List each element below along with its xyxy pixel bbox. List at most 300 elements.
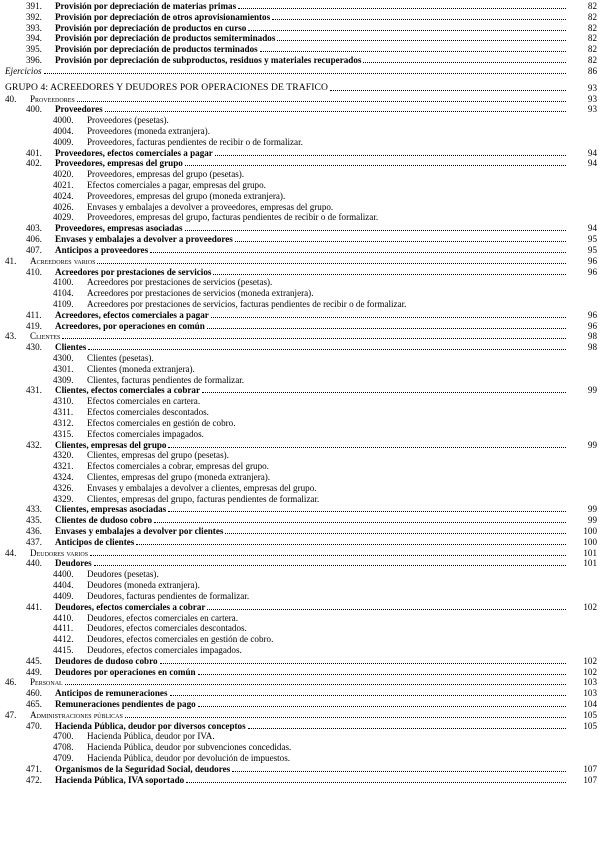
entry-title: Deudores [55,558,92,569]
entry-number: 4409. [53,590,74,601]
entry-number: 471. [26,763,42,774]
entry-number: 4029. [53,212,74,223]
entry-number: 4324. [53,471,74,482]
page-number: 98 [587,342,597,353]
entry-title-wrap [87,375,244,386]
toc-entry [0,483,600,494]
entry-number: 403. [26,223,42,234]
entry-number: 445. [26,655,42,666]
entry-number: 395. [26,44,42,55]
dot-leader [235,234,566,242]
entry-number: 4311. [53,407,74,418]
entry-title: Envases y embalajes a devolver a clientes, empresas del grupo. [87,482,317,493]
dot-leader [213,267,566,275]
entry-title-wrap [55,104,567,115]
entry-title-wrap [87,742,291,753]
dot-leader [77,94,566,102]
entry-number: 4326. [53,482,74,493]
dot-leader [150,245,566,253]
entry-title-wrap [87,169,244,180]
page-number: 99 [587,504,597,515]
entry-title: Proveedores, empresas del grupo, facturas pendientes de recibir o de formalizar. [87,212,379,223]
dot-leader [277,33,566,41]
entry-title: Acreedores por prestaciones de servicios (pesetas). [87,277,273,288]
toc-entry [0,353,600,364]
entry-title-wrap [30,677,567,688]
entry-title-wrap [55,234,567,245]
entry-title: Clientes, empresas del grupo (moneda extranjera). [87,471,271,482]
toc-entry [0,677,600,688]
toc-entry [0,580,600,591]
entry-number: 393. [26,22,42,33]
toc-entry [0,558,600,569]
entry-title-wrap [55,342,567,353]
toc-entry [0,548,600,559]
entry-title: Hacienda Pública, deudor por subvenciones concedidas. [87,742,292,753]
entry-title-wrap [55,699,567,710]
toc-entry [0,504,600,515]
entry-title: Administraciones públicas [30,709,123,720]
entry-number: 40. [5,93,17,104]
entry-number: 4329. [53,493,74,504]
entry-title-wrap [87,461,269,472]
entry-title-wrap [55,12,567,23]
dot-leader [154,515,566,523]
dot-leader [260,44,566,52]
page-number: 96 [587,320,597,331]
entry-title-wrap [87,364,195,375]
toc-entry [0,83,600,94]
entry-title-wrap [87,569,159,580]
dot-leader [185,158,566,166]
entry-title: Hacienda Pública, deudor por IVA. [87,731,215,742]
entry-title: Clientes, empresas del grupo [55,439,167,450]
entry-title: Proveedores [30,93,75,104]
entry-title-wrap [87,353,154,364]
page-number: 99 [587,439,597,450]
page-number: 102 [583,601,597,612]
entry-number: 436. [26,526,42,536]
toc-entry [0,256,600,267]
entry-title: Efectos comerciales en cartera. [87,396,201,407]
page-number: 95 [587,244,597,255]
page-number: 105 [583,709,597,720]
entry-title-wrap [87,191,285,202]
entry-number: 432. [26,439,42,450]
entry-title-wrap [87,591,249,602]
toc-entry [0,418,600,429]
dot-leader [202,385,566,393]
entry-number: 433. [26,504,42,515]
entry-title-wrap [30,331,567,342]
page-number: 82 [587,11,597,22]
entry-title: Proveedores, empresas del grupo (moneda extranjera). [87,190,286,201]
entry-number: 430. [26,342,42,353]
entry-title: Acreedores por prestaciones de servicios (moneda extranjera). [87,288,314,299]
toc-entry [0,202,600,213]
entry-title: Acreedores varios [30,255,96,266]
entry-number: 437. [26,536,42,547]
entry-title: Provisión por depreciación de subproductos, residuos y materiales recuperados [55,55,362,66]
entry-title: Clientes (moneda extranjera). [87,363,195,374]
entry-title: Hacienda Pública, deudor por devolución de impuestos. [87,753,291,764]
entry-title-wrap [5,83,567,94]
entry-title: Acreedores, por operaciones en común [55,320,205,331]
entry-title-wrap [55,764,567,775]
entry-title-wrap [87,450,229,461]
toc-entry [0,569,600,580]
entry-title: Remuneraciones pendientes de pago [55,699,196,709]
entry-title: Anticipos de remuneraciones [55,688,168,699]
toc-entry [0,656,600,667]
entry-number: 4312. [53,417,74,428]
entry-number: 449. [26,666,42,677]
entry-number: 4309. [53,374,74,385]
page-number: 93 [587,82,597,93]
entry-number: 391. [26,1,42,11]
dot-leader [186,775,566,783]
toc-entry [0,66,600,77]
toc-entry [0,764,600,775]
entry-title: Deudores (pesetas). [87,569,159,580]
dot-leader [225,526,566,534]
entry-title: Efectos comerciales impagados. [87,428,204,439]
entry-title: Deudores, facturas pendientes de formalizar. [87,590,250,601]
page-number: 86 [587,65,597,76]
dot-leader [211,310,566,318]
entry-title-wrap [87,580,200,591]
entry-title: Deudores, efectos comerciales impagados. [87,644,242,655]
entry-title-wrap [87,418,235,429]
toc-entry [0,591,600,602]
entry-title: Proveedores, facturas pendientes de recibir o de formalizar. [87,136,303,147]
entry-title: Efectos comerciales a pagar, empresas del grupo. [87,180,266,190]
toc-entry [0,245,600,256]
toc-entry [0,742,600,753]
entry-number: 4400. [53,569,74,580]
dot-leader [248,23,566,31]
toc-entry [0,450,600,461]
page-number: 82 [587,22,597,33]
dot-leader [65,677,566,685]
toc-entry [0,623,600,634]
entry-title: Efectos comerciales descontados. [87,407,209,418]
page-number: 104 [583,699,597,709]
entry-title: Clientes, empresas asociadas [55,504,167,515]
entry-title-wrap [55,310,567,321]
entry-title-wrap [87,407,209,418]
dot-leader [248,721,566,729]
entry-title-wrap [87,483,317,494]
toc-entry [0,23,600,34]
entry-title: Deudores, efectos comerciales en cartera. [87,612,238,623]
entry-title-wrap [87,731,215,742]
entry-title: Deudores, efectos comerciales a cobrar [55,601,206,612]
entry-number: 465. [26,699,42,709]
entry-title: Clientes, empresas del grupo (pesetas). [87,450,229,461]
dot-leader [198,667,566,675]
entry-title: Hacienda Pública, IVA soportado [55,774,185,785]
entry-number: 402. [26,158,42,169]
toc-entry [0,158,600,169]
entry-title: Clientes, empresas del grupo, facturas pendientes de formalizar. [87,493,320,504]
page-number: 94 [587,223,597,234]
entry-title: Provisión por depreciación de materias primas [55,1,237,11]
entry-number: 4709. [53,753,74,764]
entry-title: Ejercicios [5,65,42,76]
entry-title-wrap [55,321,567,332]
entry-title: Acreedores por prestaciones de servicios [55,266,212,277]
dot-leader [330,83,566,91]
entry-title: Personal [30,677,63,688]
entry-title-wrap [87,753,290,764]
entry-number: 431. [26,385,42,396]
page-number: 102 [583,655,597,666]
entry-number: 46. [5,677,17,688]
entry-title-wrap [30,256,567,267]
dot-leader [88,342,566,350]
entry-title-wrap [87,472,270,483]
entry-number: 4009. [53,136,74,147]
toc-entry [0,310,600,321]
entry-title: Deudores (moneda extranjera). [87,580,200,591]
entry-title: Deudores de dudoso cobro [55,655,158,666]
entry-number: 419. [26,320,42,331]
entry-title-wrap [55,440,567,451]
toc-entry [0,1,600,12]
entry-title: Provisión por depreciación de productos terminados [55,44,258,55]
entry-title: Clientes [30,331,61,342]
dot-leader [160,656,567,664]
page-number: 96 [587,255,597,266]
entry-title-wrap [55,515,567,526]
entry-title-wrap [55,688,567,699]
toc-entry [0,775,600,786]
entry-title: Organismos de la Seguridad Social, deudores [55,763,231,774]
dot-leader [207,321,566,329]
dot-leader [62,331,566,339]
dot-leader [207,602,566,610]
entry-title-wrap [55,667,567,678]
toc-entry [0,137,600,148]
toc-entry [0,602,600,613]
toc-entry [0,613,600,624]
dot-leader [363,55,566,63]
page-number: 100 [583,536,597,547]
entry-number: 4301. [53,363,74,374]
entry-title-wrap [55,656,567,667]
entry-title: Provisión por depreciación de productos en curso [55,22,247,33]
entry-number: 44. [5,547,17,558]
entry-number: 4000. [53,115,74,126]
entry-title: Envases y embalajes a devolver por clientes [55,526,224,536]
entry-title: Deudores, efectos comerciales descontados. [87,623,247,634]
entry-title-wrap [55,721,567,732]
toc-entry [0,710,600,721]
entry-number: 410. [26,266,42,277]
entry-title: Proveedores (pesetas). [87,115,169,126]
page-number: 82 [587,1,597,11]
entry-number: 4024. [53,190,74,201]
dot-leader [105,104,566,112]
entry-title-wrap [87,277,272,288]
entry-title-wrap [87,429,204,440]
entry-title-wrap [55,33,567,44]
toc-entry [0,180,600,191]
entry-number: 4708. [53,742,74,753]
page-number: 101 [583,558,597,569]
dot-leader [125,710,566,718]
entry-title: Envases y embalajes a devolver a proveedores [55,234,233,245]
entry-number: 396. [26,55,42,66]
page-number: 82 [587,44,597,55]
entry-title: Clientes [55,342,87,353]
page-number: 103 [583,688,597,699]
entry-number: 460. [26,688,42,699]
toc-entry [0,472,600,483]
entry-title-wrap [87,180,266,191]
entry-title-wrap [55,245,567,256]
entry-title: Clientes de dudoso cobro [55,515,153,526]
entry-number: 406. [26,234,42,245]
toc-entry [0,396,600,407]
page-number: 82 [587,55,597,66]
entry-number: 4321. [53,461,74,472]
entry-number: 4021. [53,180,74,190]
toc-entry [0,429,600,440]
entry-number: 400. [26,104,42,115]
page-number: 107 [583,774,597,785]
entry-title: Proveedores [55,104,103,115]
entry-title-wrap [55,526,567,537]
page-number: 94 [587,147,597,158]
entry-number: 4020. [53,169,74,180]
entry-title-wrap [87,623,247,634]
entry-title: Proveedores, empresas del grupo [55,158,183,169]
entry-number: 47. [5,709,17,720]
entry-number: 4300. [53,353,74,363]
entry-title-wrap [55,602,567,613]
entry-title-wrap [55,223,567,234]
toc-entry [0,721,600,732]
page-number: 103 [583,677,597,688]
toc-entry [0,461,600,472]
entry-title: Acreedores por prestaciones de servicios, facturas pendientes de recibir o de formalizar. [87,298,407,309]
page-number: 99 [587,515,597,526]
toc-entry [0,440,600,451]
toc-entry [0,212,600,223]
page-number: 96 [587,266,597,277]
toc-entry [0,645,600,656]
dot-leader [215,148,566,156]
toc-entry [0,44,600,55]
entry-title: Clientes, facturas pendientes de formalizar. [87,374,245,385]
toc-entry [0,277,600,288]
page-number: 82 [587,33,597,44]
dot-leader [94,558,566,566]
page-number: 93 [587,104,597,115]
page-number: 95 [587,234,597,245]
entry-title-wrap [30,94,567,105]
entry-title-wrap [55,267,567,278]
entry-title: Proveedores (moneda extranjera). [87,125,210,136]
entry-number: 407. [26,244,42,255]
entry-number: 4104. [53,288,74,299]
entry-title-wrap [55,55,567,66]
entry-title: Provisión por depreciación de otros aprovisionamientos [55,11,271,22]
entry-title-wrap [87,645,242,656]
entry-number: 4004. [53,125,74,136]
page-number: 98 [587,331,597,342]
dot-leader [198,699,566,707]
page-number: 102 [583,666,597,677]
entry-number: 435. [26,515,42,526]
entry-title: Deudores varios [30,547,89,558]
entry-title-wrap [87,126,210,137]
toc-entry [0,331,600,342]
entry-title: Proveedores, empresas del grupo (pesetas). [87,169,245,180]
entry-title: Provisión por depreciación de productos semiterminados [55,33,276,44]
page-number: 94 [587,158,597,169]
entry-number: 470. [26,720,42,731]
entry-title-wrap [55,385,567,396]
dot-leader [232,764,566,772]
page-number: 101 [583,547,597,558]
entry-number: 441. [26,601,42,612]
entry-title: Efectos comerciales en gestión de cobro. [87,417,236,428]
entry-title-wrap [55,148,567,159]
toc-entry [0,288,600,299]
toc-entry [0,115,600,126]
entry-number: 4100. [53,277,74,288]
entry-title-wrap [55,1,567,12]
dot-leader [185,223,566,231]
dot-leader [90,548,566,556]
toc-entry [0,126,600,137]
entry-number: 472. [26,774,42,785]
toc-entry [0,699,600,710]
entry-number: 4415. [53,644,74,655]
toc-entry [0,299,600,310]
page-number: 93 [587,93,597,104]
entry-title-wrap [30,710,567,721]
entry-number: 401. [26,147,42,158]
entry-title: Anticipos de clientes [55,536,135,547]
entry-title-wrap [87,634,273,645]
entry-title-wrap [87,202,333,213]
entry-title-wrap [87,212,378,223]
toc-entry [0,407,600,418]
dot-leader [44,66,566,74]
toc-entry [0,33,600,44]
entry-title-wrap [87,613,238,624]
entry-title: Proveedores, empresas asociadas [55,223,183,234]
toc-entry [0,191,600,202]
toc-entry [0,12,600,23]
entry-number: 4404. [53,580,74,591]
toc-entry [0,267,600,278]
entry-title-wrap [55,558,567,569]
entry-number: 4412. [53,634,74,645]
toc-entry [0,731,600,742]
entry-title: GRUPO 4: ACREEDORES Y DEUDORES POR OPERACIONES DE TRÁFICO [5,82,329,93]
entry-title: Clientes (pesetas). [87,353,154,363]
entry-title-wrap [55,23,567,34]
entry-title-wrap [55,158,567,169]
entry-title-wrap [87,288,313,299]
entry-number: 4109. [53,298,74,309]
toc-entry [0,537,600,548]
